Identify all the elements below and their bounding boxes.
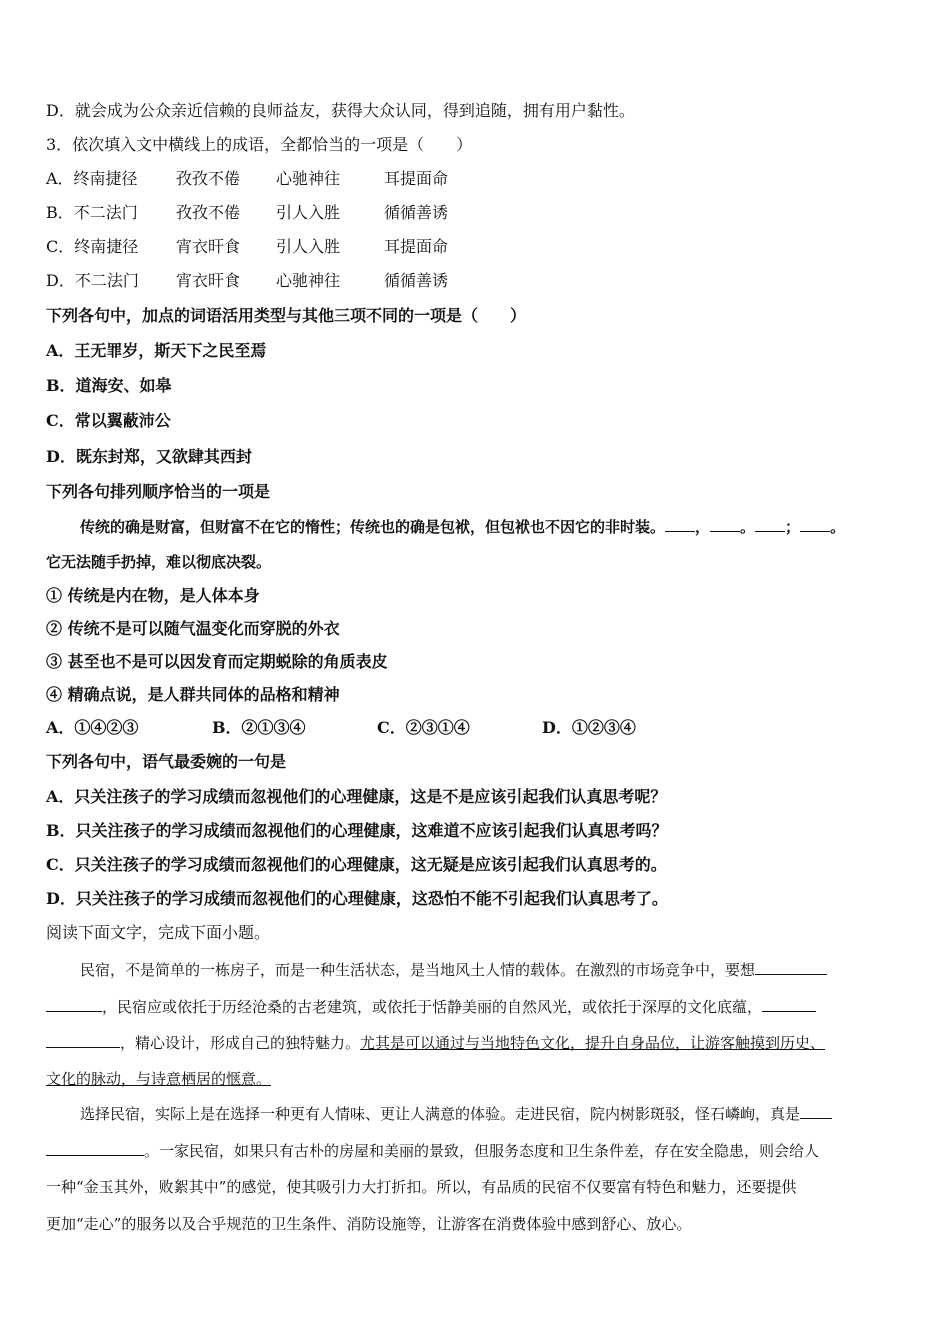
q3-b-w4: 循循善诱 — [384, 203, 449, 222]
reading-p2-text2: 。一家民宿，如果只有古朴的房屋和美丽的景致，但服务态度和卫生条件差，存在安全隐患，则会给人 — [144, 1142, 820, 1160]
q6-stem: 下列各句中，语气最委婉的一句是 — [46, 752, 287, 771]
q3-d-w4: 循循善诱 — [384, 271, 449, 290]
q5-choices — [46, 717, 636, 739]
reading-p1-line2 — [46, 995, 906, 1018]
q4-option-a: A．王无罪岁，斯天下之民至焉 — [46, 341, 267, 360]
reading-p2-line3: 一种“金玉其外，败絮其中”的感觉，使其吸引力大打折扣。所以，有品质的民宿不仅要富有特色和魅力，还要提供 — [46, 1178, 797, 1196]
q4-stem: 下列各句中，加点的词语活用类型与其他三项不同的一项是（ ） — [46, 306, 527, 325]
q5-stem: 下列各句排列顺序恰当的一项是 — [46, 482, 271, 501]
q3-c-w2: 宵衣旰食 — [176, 237, 241, 256]
q5-item-4: ④ 精确点说，是人群共同体的品格和精神 — [46, 685, 340, 704]
q5-passage-line1: 传统的确是财富，但财富不在它的惰性；传统也的确是包袱，但包袱也不因它的非时装。 ， 。 ； 。 — [80, 515, 845, 538]
reading-p1-underlined-1: 尤其是可以通过与当地特色文化，提升自身品位，让游客触摸到历史、 — [360, 1034, 826, 1052]
q5-choice-d: D．①②③④ — [542, 718, 636, 737]
q3-d-w3: 心驰神往 — [276, 271, 341, 290]
q5-choice-a: A．①④②③ — [46, 718, 139, 737]
q4-option-c: C．常以翼蔽沛公 — [46, 411, 171, 430]
q3-a-label: A．终南捷径 — [46, 169, 138, 188]
reading-p1-text3a: ，精心设计，形成自己的独特魅力。 — [120, 1034, 361, 1052]
reading-p1-text1: 民宿，不是简单的一栋房子，而是一种生活状态，是当地风土人情的载体。在激烈的市场竞争中，要想 — [80, 961, 756, 979]
q3-stem: 3．依次填入文中横线上的成语，全都恰当的一项是（ ） — [46, 135, 473, 154]
q6-option-a: A．只关注孩子的学习成绩而忽视他们的心理健康，这是不是应该引起我们认真思考呢？ — [46, 787, 667, 806]
q3-option-c — [46, 236, 448, 258]
q5-item-3: ③ 甚至也不是可以因发育而定期蜕除的角质表皮 — [46, 652, 388, 671]
q3-c-w3: 引人入胜 — [276, 237, 341, 256]
q5-choice-c: C．②③①④ — [377, 718, 470, 737]
reading-p2-line2 — [46, 1139, 906, 1162]
reading-p1-underlined-2: 文化的脉动，与诗意栖居的惬意。 — [46, 1070, 272, 1088]
q3-b-label: B．不二法门 — [46, 203, 138, 222]
reading-p2-line4: 更加“走心”的服务以及合乎规范的卫生条件、消防设施等，让游客在消费体验中感到舒心、放心。 — [46, 1215, 692, 1233]
q3-a-w4: 耳提面命 — [384, 169, 449, 188]
q3-d-w2: 宵衣旰食 — [176, 271, 241, 290]
q3-a-w3: 心驰神往 — [276, 169, 341, 188]
q3-c-label: C．终南捷径 — [46, 237, 139, 256]
q3-b-w2: 孜孜不倦 — [176, 203, 241, 222]
q5-item-1: ① 传统是内在物，是人体本身 — [46, 586, 260, 605]
q3-c-w4: 耳提面命 — [384, 237, 449, 256]
q5-choice-b: B．②①③④ — [212, 718, 306, 737]
q3-option-a — [46, 168, 448, 190]
reading-p1-line4 — [46, 1068, 906, 1090]
reading-p1-text2: ，民宿应或依托于历经沧桑的古老建筑，或依托于恬静美丽的自然风光，或依托于深厚的文化底蕴， — [102, 998, 763, 1016]
q5-item-2: ② 传统不是可以随气温变化而穿脱的外衣 — [46, 619, 340, 638]
q3-a-w2: 孜孜不倦 — [176, 169, 241, 188]
q4-option-d: D．既东封郑，又欲肆其西封 — [46, 447, 252, 466]
q6-option-c: C．只关注孩子的学习成绩而忽视他们的心理健康，这无疑是应该引起我们认真思考的。 — [46, 855, 667, 874]
reading-intro: 阅读下面文字，完成下面小题。 — [46, 923, 271, 942]
reading-p2-text1: 选择民宿，实际上是在选择一种更有人情味、更让人满意的体验。走进民宿，院内树影斑驳，怪石嶙峋，真是 — [80, 1105, 801, 1123]
q3-d-label: D．不二法门 — [46, 271, 139, 290]
q3-b-w3: 引人入胜 — [276, 203, 341, 222]
q3-option-d — [46, 270, 448, 292]
reading-p1-line1 — [80, 958, 906, 981]
q2-option-d: D．就会成为公众亲近信赖的良师益友，获得大众认同，得到追随，拥有用户黏性。 — [46, 101, 635, 120]
reading-p1-line3 — [46, 1031, 906, 1054]
q4-option-b: B．道海安、如皋 — [46, 376, 172, 395]
q6-option-b: B．只关注孩子的学习成绩而忽视他们的心理健康，这难道不应该引起我们认真思考吗？ — [46, 821, 668, 840]
q5-passage-line2: 它无法随手扔掉，难以彻底决裂。 — [46, 553, 272, 571]
q6-option-d: D．只关注孩子的学习成绩而忽视他们的心理健康，这恐怕不能不引起我们认真思考了。 — [46, 889, 668, 908]
q5-passage-a: 传统的确是财富，但财富不在它的惰性；传统也的确是包袱，但包袱也不因它的非时装。 — [80, 518, 666, 536]
q3-option-b — [46, 202, 448, 224]
reading-p2-line1 — [80, 1102, 906, 1125]
